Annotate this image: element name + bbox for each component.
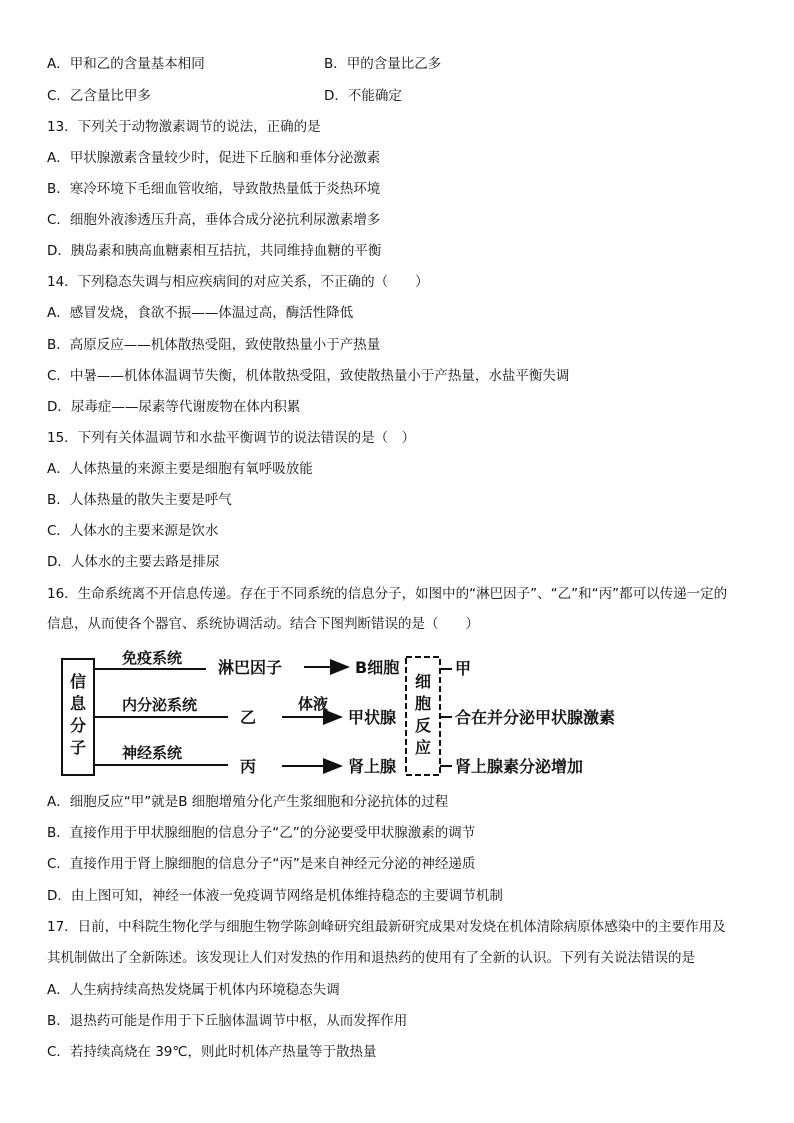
q13-option-a: A．甲状腺激素含量较少时，促进下丘脑和垂体分泌激素 bbox=[47, 150, 381, 166]
signal-molecule-diagram bbox=[58, 645, 618, 780]
q16-option-a: A．细胞反应“甲”就是B 细胞增殖分化产生浆细胞和分泌抗体的过程 bbox=[47, 794, 449, 810]
info-molecule-char-2: 息 bbox=[69, 694, 87, 713]
q12-option-a: A．甲和乙的含量基本相同 bbox=[47, 56, 205, 72]
molecule-bing-label: 丙 bbox=[240, 757, 257, 776]
result-adrenaline-label: 肾上腺素分泌增加 bbox=[455, 757, 584, 776]
info-molecule-char-4: 子 bbox=[69, 738, 87, 757]
q13-option-b: B．寒冷环境下毛细血管收缩，导致散热量低于炎热环境 bbox=[47, 181, 381, 197]
q17-stem-line2: 其机制做出了全新陈述。该发现让人们对发热的作用和退热药的使用有了全新的认识。下列有关说法错误的是 bbox=[47, 950, 695, 966]
q12-option-c: C．乙含量比甲多 bbox=[47, 88, 151, 104]
q12-option-d: D．不能确定 bbox=[324, 88, 402, 104]
result-jia-label: 甲 bbox=[455, 659, 472, 678]
adrenal-label: 肾上腺 bbox=[348, 757, 397, 776]
body-fluid-label: 体液 bbox=[298, 695, 329, 713]
q16-option-d: D．由上图可知，神经一体液一免疫调节网络是机体维持稳态的主要调节机制 bbox=[47, 888, 503, 904]
b-cell-label: B细胞 bbox=[355, 658, 400, 677]
q14-stem: 14．下列稳态失调与相应疾病间的对应关系，不正确的（ ） bbox=[47, 274, 429, 290]
cell-response-char-4: 应 bbox=[414, 738, 432, 757]
q12-option-b: B．甲的含量比乙多 bbox=[324, 56, 442, 72]
q17-option-a: A．人生病持续高热发烧属于机体内环境稳态失调 bbox=[47, 982, 340, 998]
molecule-yi-label: 乙 bbox=[240, 708, 257, 727]
q13-option-d: D．胰岛素和胰高血糖素相互拮抗，共同维持血糖的平衡 bbox=[47, 243, 382, 259]
q16-option-c: C．直接作用于肾上腺细胞的信息分子“丙”是来自神经元分泌的神经递质 bbox=[47, 856, 476, 872]
q16-stem-line1: 16．生命系统离不开信息传递。存在于不同系统的信息分子，如图中的“淋巴因子”、“乙”和“丙”都可以传递一定的 bbox=[47, 586, 728, 602]
lymphokine-label: 淋巴因子 bbox=[218, 658, 283, 677]
result-thyroid-hormone-label: 合在并分泌甲状腺激素 bbox=[455, 708, 616, 727]
info-molecule-char-1: 信 bbox=[69, 672, 87, 691]
q15-option-d: D．人体水的主要去路是排尿 bbox=[47, 554, 220, 570]
q14-option-c: C．中暑——机体体温调节失衡，机体散热受阻，致使散热量小于产热量，水盐平衡失调 bbox=[47, 368, 570, 384]
cell-response-char-1: 细 bbox=[414, 672, 432, 691]
q15-option-a: A．人体热量的来源主要是细胞有氧呼吸放能 bbox=[47, 461, 313, 477]
q16-stem-line2: 信息，从而使各个器官、系统协调活动。结合下图判断错误的是（ ） bbox=[47, 616, 479, 632]
thyroid-label: 甲状腺 bbox=[348, 708, 397, 727]
q17-option-b: B．退热药可能是作用于下丘脑体温调节中枢，从而发挥作用 bbox=[47, 1013, 408, 1029]
cell-response-char-2: 胞 bbox=[414, 694, 432, 713]
q13-option-c: C．细胞外液渗透压升高，垂体合成分泌抗利尿激素增多 bbox=[47, 212, 381, 228]
q14-option-b: B．高原反应——机体散热受阻，致使散热量小于产热量 bbox=[47, 337, 381, 353]
q15-option-b: B．人体热量的散失主要是呼气 bbox=[47, 492, 232, 508]
q15-option-c: C．人体水的主要来源是饮水 bbox=[47, 523, 219, 539]
nervous-system-label: 神经系统 bbox=[122, 744, 183, 762]
immune-system-label: 免疫系统 bbox=[122, 649, 183, 667]
q13-stem: 13．下列关于动物激素调节的说法，正确的是 bbox=[47, 119, 321, 135]
info-molecule-char-3: 分 bbox=[69, 716, 87, 735]
q16-option-b: B．直接作用于甲状腺细胞的信息分子“乙”的分泌要受甲状腺激素的调节 bbox=[47, 825, 476, 841]
cell-response-char-3: 反 bbox=[414, 716, 432, 735]
endocrine-system-label: 内分泌系统 bbox=[122, 696, 198, 714]
q17-stem-line1: 17．日前，中科院生物化学与细胞生物学陈剑峰研究组最新研究成果对发烧在机体清除病原体感染中的主要作用及 bbox=[47, 919, 726, 935]
q17-option-c: C．若持续高烧在 39℃，则此时机体产热量等于散热量 bbox=[47, 1044, 377, 1060]
q14-option-a: A．感冒发烧，食欲不振——体温过高，酶活性降低 bbox=[47, 305, 354, 321]
q15-stem: 15．下列有关体温调节和水盐平衡调节的说法错误的是（ ） bbox=[47, 430, 416, 446]
q14-option-d: D．尿毒症——尿素等代谢废物在体内积累 bbox=[47, 399, 301, 415]
